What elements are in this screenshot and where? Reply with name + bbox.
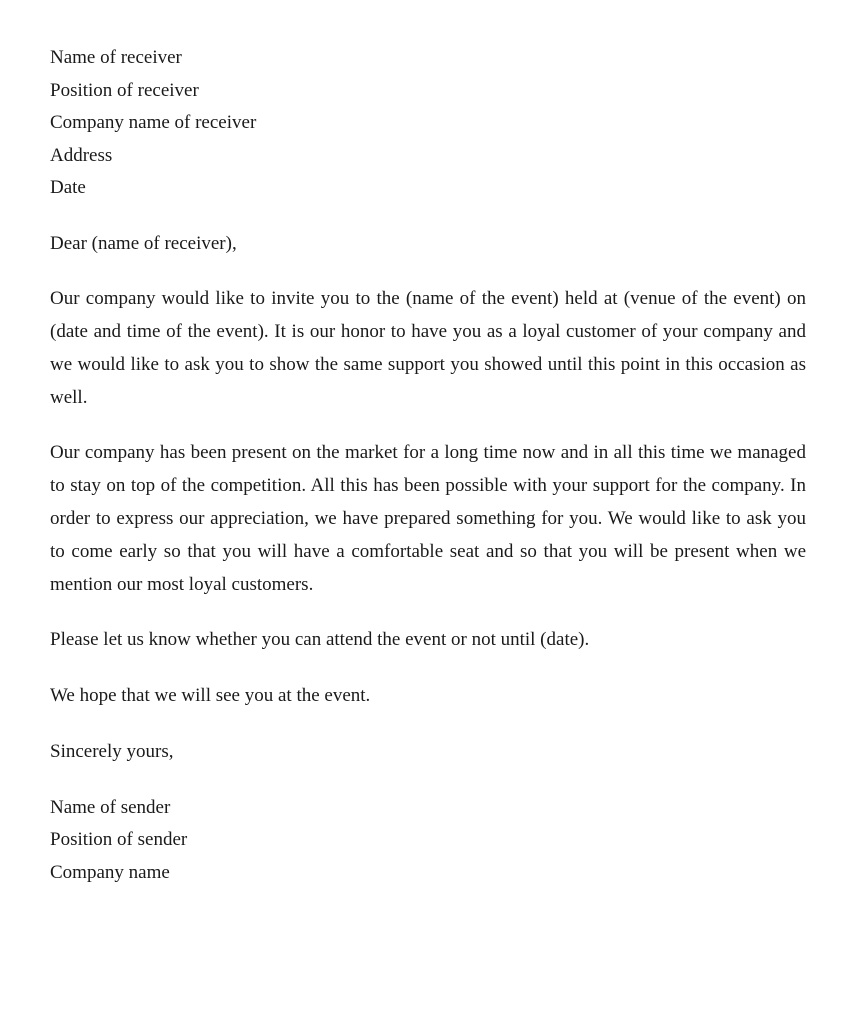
recipient-date: Date xyxy=(50,177,86,198)
sender-position: Position of sender xyxy=(50,829,188,850)
salutation: Dear (name of receiver), xyxy=(50,232,237,254)
recipient-company: Company name of receiver xyxy=(50,112,257,133)
body-paragraph-rsvp: Please let us know whether you can attend the event or not until (date). xyxy=(50,628,590,650)
sender-name: Name of sender xyxy=(50,796,171,818)
body-paragraph-hope: We hope that we will see you at the event. xyxy=(50,684,371,706)
recipient-position: Position of receiver xyxy=(50,79,199,101)
sender-company: Company name xyxy=(50,861,170,883)
letter-page xyxy=(50,42,806,889)
body-paragraph-invitation: Our company would like to invite you to the (name of the event) held at (venue of the event) on (date and time of the event). It is our honor to have you as a loyal customer of your company and we would like to ask you to show the same support you showed until this point in this occasion as well. xyxy=(50,287,806,408)
recipient-block xyxy=(50,42,806,205)
recipient-address: Address xyxy=(50,144,113,166)
body-paragraph-appreciation: Our company has been present on the market for a long time now and in all this time we managed to stay on top of the competition. All this has been possible with your support for the company. In order to express our appreciation, we have prepared something for you. We would like to ask you to come early so that you will have a comfortable seat and so that you will be present when we mention our most loyal customers. xyxy=(50,441,806,595)
recipient-name: Name of receiver xyxy=(50,47,182,68)
closing: Sincerely yours, xyxy=(50,740,174,762)
sender-block xyxy=(50,792,806,890)
